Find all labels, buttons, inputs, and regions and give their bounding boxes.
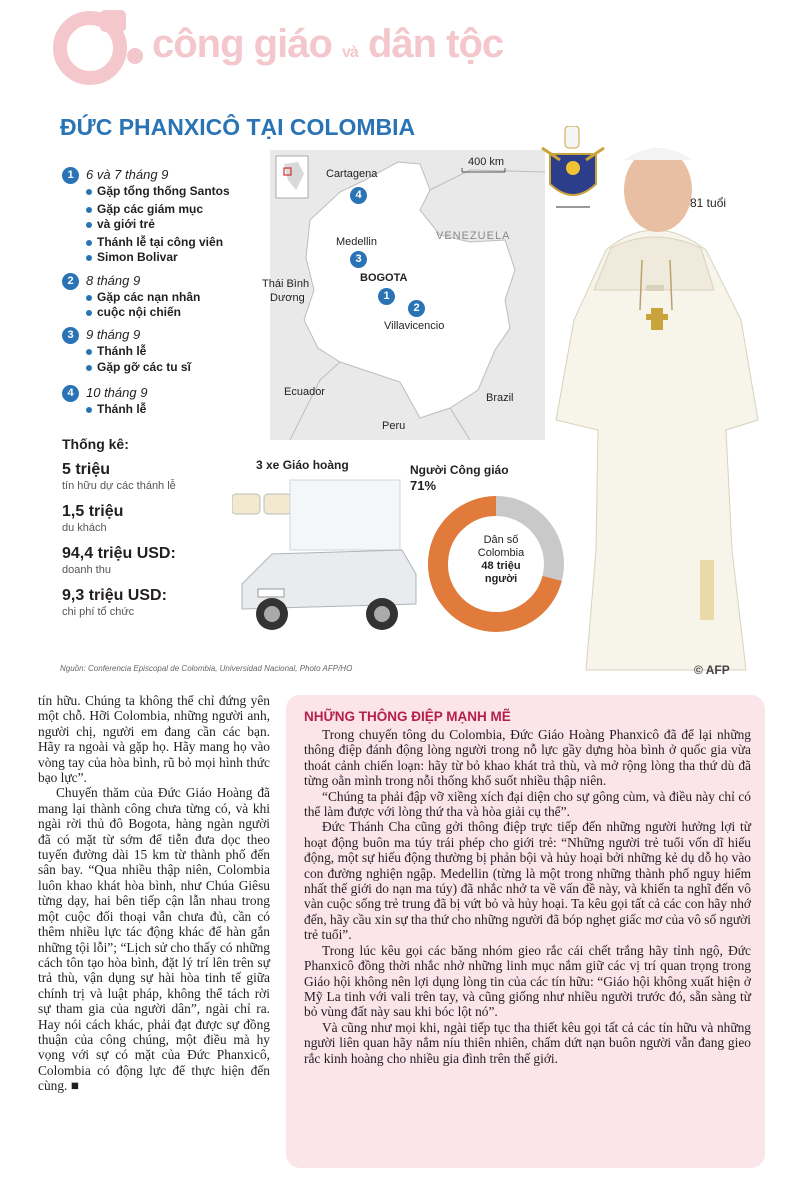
colombia-map bbox=[262, 150, 545, 440]
pope-age: 81 tuổi bbox=[690, 196, 727, 210]
map-label-peru: Peru bbox=[382, 420, 406, 432]
box-paragraph: Trong lúc kêu gọi các băng nhóm gieo rắc cái chết trắng hãy tỉnh ngộ, Đức Phanxicô đồng thời nhắc nhở những linh mục nắm giữ các vị trí quan trọng trong Giáo hội không nên lợi dụng lòng tin của các tín hữu: “Giáo hội không xuất hiện ở Mỹ La tinh với vali trên tay, và cũng giống như nhiều người trước đó, sẵn sàng từ bỏ vùng đất này sau khi bóc lột nó”. bbox=[304, 942, 751, 1020]
step-number: 4 bbox=[62, 385, 79, 402]
map-label-venezuela: VENEZUELA bbox=[436, 230, 511, 242]
step-item-cont: và giới trẻ bbox=[86, 217, 155, 232]
popemobile-icon bbox=[232, 474, 422, 644]
donut-center-line: Dân số bbox=[483, 534, 519, 546]
map-label-ecuador: Ecuador bbox=[284, 386, 325, 398]
map-label-brazil: Brazil bbox=[486, 392, 514, 404]
step-date: 8 tháng 9 bbox=[86, 273, 141, 288]
step-item: Gặp tổng thống Santos bbox=[86, 184, 230, 199]
stat-label: doanh thu bbox=[62, 564, 111, 576]
map-marker-3: 3 bbox=[350, 251, 367, 268]
step-item: Gặp các nạn nhân bbox=[86, 290, 200, 305]
step-item: Gặp các giám mục bbox=[86, 202, 203, 217]
sidebar-box-title: NHỮNG THÔNG ĐIỆP MẠNH MẼ bbox=[304, 709, 511, 724]
map-label-bogota: BOGOTA bbox=[360, 272, 408, 284]
map-marker-2: 2 bbox=[408, 300, 425, 317]
stat-value: 94,4 triệu USD: bbox=[62, 545, 176, 562]
box-paragraph: Đức Thánh Cha cũng gởi thông điệp trực tiếp đến những người hưởng lợi từ hoạt động buôn ma túy trái phép cho giới trẻ: “Những người trẻ tuổi vốn dĩ hiếu động, một sự hiếu động thường bị phản bội và hủy hoại bởi những kẻ dụ dỗ họ vào con đường nghiện ngập. Medellin (từng là một trong những thành phố nguy hiểm nhất thế giới do nạn ma túy) đã nhắc nhở ta về vấn đề này, và khiến ta nghĩ đến vô vàn cuộc sống trẻ trung đã bị vứt bỏ và hủy hoại. Ta kêu gọi tất cả các con hãy nhớ đến, hãy cầu xin sự tha thứ cho những người đã bóp nghẹt giấc mơ của vô số người trẻ tuổi”. bbox=[304, 819, 751, 943]
donut-center-line: Colombia bbox=[477, 547, 525, 559]
stat-value: 9,3 triệu USD: bbox=[62, 587, 167, 604]
map-label-cartagena: Cartagena bbox=[326, 168, 378, 180]
box-paragraph: “Chúng ta phải đập vỡ xiềng xích đại diện cho sự gông cùm, và điều này chỉ có thể làm được với lòng thứ tha và hòa giải cụ thể”. bbox=[304, 788, 751, 820]
stat-label: du khách bbox=[62, 522, 107, 534]
infographic-title: ĐỨC PHANXICÔ TẠI COLOMBIA bbox=[60, 114, 416, 140]
box-paragraph: Và cũng như mọi khi, ngài tiếp tục tha thiết kêu gọi tất cả các tín hữu và những người liên quan hãy nắm níu thiên nhiên, chấm dứt nạn buôn người vẫn đang gieo rắc kinh hoàng cho nhiều gia đình trên thế giới. bbox=[304, 1019, 751, 1066]
stat-value: 5 triệu bbox=[62, 461, 111, 478]
map-marker-4: 4 bbox=[350, 187, 367, 204]
source-note: Nguồn: Conferencia Episcopal de Colombia, Universidad Nacional, Photo AFP/HO bbox=[60, 664, 353, 673]
stat-label: tín hữu dự các thánh lễ bbox=[62, 480, 176, 492]
pope-francis-photo bbox=[536, 130, 774, 678]
stat-label: chi phí tổ chức bbox=[62, 606, 135, 618]
map-label-villavicencio: Villavicencio bbox=[384, 320, 445, 332]
logo-icon bbox=[40, 6, 150, 86]
cars-label: 3 xe Giáo hoàng bbox=[256, 458, 349, 472]
step-item: Thánh lễ bbox=[86, 344, 146, 359]
box-paragraph: Trong chuyến tông du Colombia, Đức Giáo Hoàng Phanxicô đã để lại những thông điệp đánh động lòng người trong nỗ lực gầy dựng hòa bình ở quốc gia vừa thoát cảnh chiến loạn: hãy từ bỏ khao khát trả thù, và mở rộng lòng tha thứ dù đã từng oằn mình trong nỗi thống khổ suốt nhiều thập niên. bbox=[304, 727, 751, 789]
article-paragraph: tín hữu. Chúng ta không thể chỉ đứng yên một chỗ. Hỡi Colombia, những người anh, người chị, người em đang cần các bạn. Hãy ra ngoài và gặp họ. Hãy mang họ vào vòng tay của hòa bình, rũ bỏ mọi hình thức bạo lực”. bbox=[38, 693, 270, 786]
step-date: 6 và 7 tháng 9 bbox=[86, 167, 169, 182]
step-item: Thánh lễ bbox=[86, 402, 146, 417]
map-label-medellin: Medellin bbox=[336, 236, 377, 248]
step-number: 3 bbox=[62, 327, 79, 344]
masthead-title-right: dân tộc bbox=[367, 22, 504, 66]
step-item-cont: cuộc nội chiến bbox=[86, 305, 181, 320]
donut-label: Người Công giáo bbox=[410, 463, 509, 477]
donut-center-line: người bbox=[484, 573, 518, 585]
map-marker-1: 1 bbox=[378, 288, 395, 305]
masthead-title-va: và bbox=[342, 44, 358, 61]
map-scale: 400 km bbox=[468, 156, 505, 168]
step-item: Thánh lễ tại công viên bbox=[86, 235, 223, 250]
stats-title: Thống kê: bbox=[62, 436, 129, 452]
masthead-title-left: công giáo bbox=[152, 22, 332, 66]
step-date: 9 tháng 9 bbox=[86, 327, 141, 342]
step-number: 1 bbox=[62, 167, 79, 184]
step-item-cont: Simon Bolivar bbox=[86, 250, 178, 265]
photo-credit: © AFP bbox=[694, 663, 730, 677]
article-paragraph: Chuyến thăm của Đức Giáo Hoàng đã mang lại thành công chưa từng có, và khi ngài rời thủ đô Bogota, hàng ngàn người đã có mặt từ sớm để tiễn đưa dọc theo tuyến đường dài 15 km từ thành phố đến sân bay. “Qua nhiều thập niên, Colombia luôn khao khát hòa bình, như Chúa Giêsu từng dạy, hai bên tiếp cận lẫn nhau trong một cuộc đối thoại vẫn chưa đủ, cần có thêm nhiều lực tác động khác để hàn gắn những tội lỗi”; “Lịch sử cho thấy có những cách tôn tạo hòa bình, đặt lý trí lên trên sự trả thù, vận dụng sự hài hòa tinh tế giữa chính trị và luật pháp, không thể tách rời sự tham gia của người dân”, ngài chỉ ra. Hay nói cách khác, phải đạt được sự đồng thuận của công chúng, một điều mà hy vọng với sự có mặt của Đức Phanxicô, Colombia có động lực để thực hiện đến cùng. ■ bbox=[38, 785, 270, 1094]
donut-center-text bbox=[465, 534, 537, 586]
article-left-column bbox=[38, 693, 270, 1094]
masthead-title bbox=[152, 22, 503, 67]
step-date: 10 tháng 9 bbox=[86, 385, 148, 400]
map-label-pacific-1: Thái Bình bbox=[262, 278, 310, 290]
sidebar-box-text bbox=[304, 727, 751, 1066]
step-item: Gặp gỡ các tu sĩ bbox=[86, 360, 191, 375]
donut-percent: 71% bbox=[410, 478, 437, 493]
map-label-pacific-2: Dương bbox=[270, 292, 305, 304]
stat-value: 1,5 triệu bbox=[62, 503, 124, 520]
step-number: 2 bbox=[62, 273, 79, 290]
donut-center-line: 48 triệu bbox=[481, 560, 521, 572]
